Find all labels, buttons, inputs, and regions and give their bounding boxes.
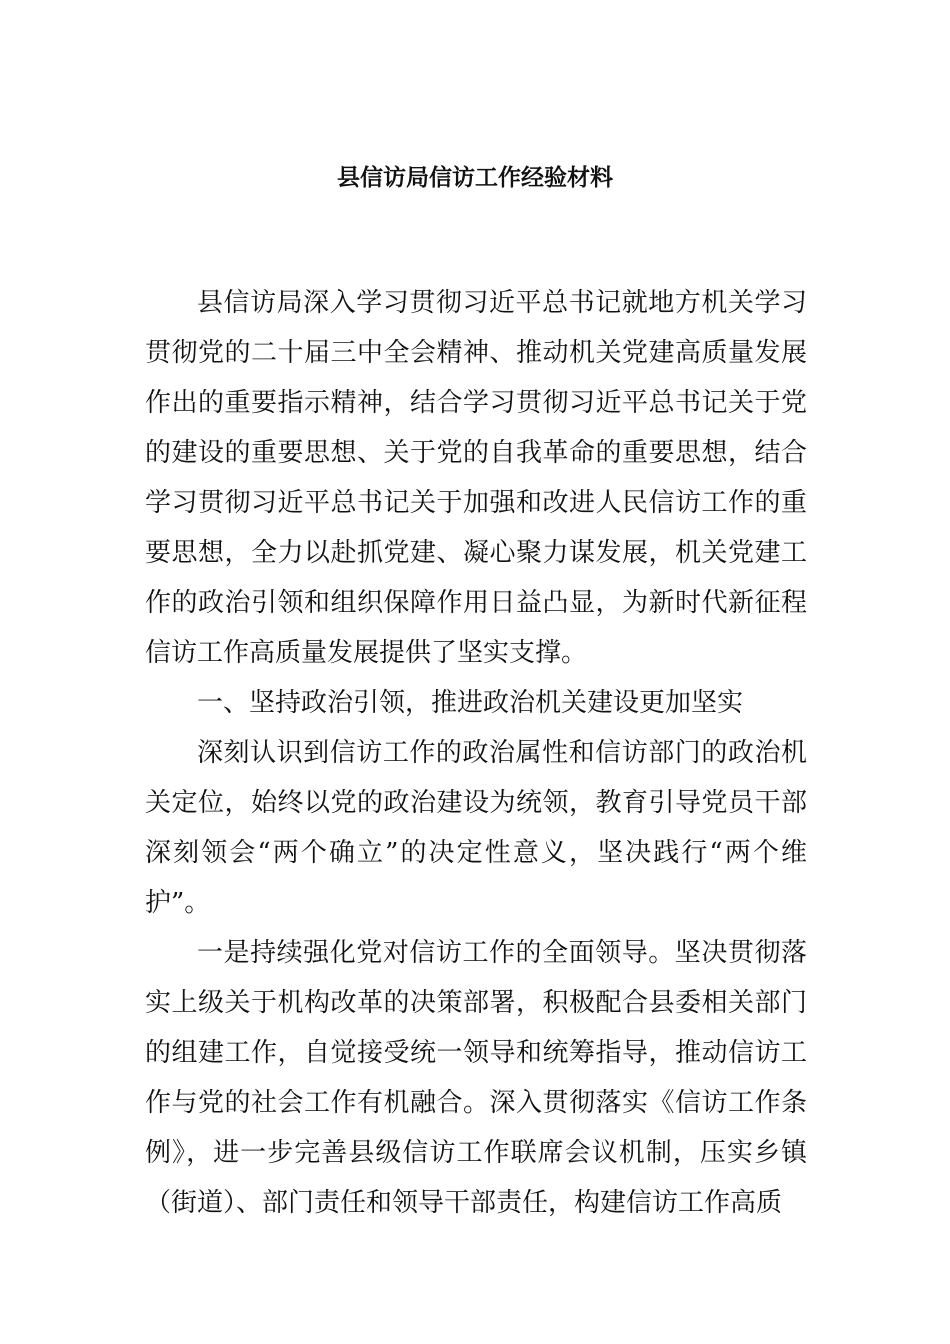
paragraph-point-1: 一是持续强化党对信访工作的全面领导。坚决贯彻落实上级关于机构改革的决策部署，积极配合县委相关部门的组建工作，自觉接受统一领导和统筹指导，推动信访工作与党的社会工作有机融合。深入贯彻落实《信访工作条例》，进一步完善县级信访工作联席会议机制，压实乡镇（街道）、部门责任和领导干部责任，构建信访工作高质 [145, 938, 807, 1218]
paragraph-intro: 县信访局深入学习贯彻习近平总书记就地方机关学习贯彻党的二十届三中全会精神、推动机关党建高质量发展作出的重要指示精神，结合学习贯彻习近平总书记关于党的建设的重要思想、关于党的自我革命的重要思想，结合学习贯彻习近平总书记关于加强和改进人民信访工作的重要思想，全力以赴抓党建、凝心聚力谋发展，机关党建工作的政治引领和组织保障作用日益凸显，为新时代新征程信访工作高质量发展提供了坚实支撑。 [145, 288, 807, 668]
document-body [145, 278, 807, 1228]
paragraph-section-1: 深刻认识到信访工作的政治属性和信访部门的政治机关定位，始终以党的政治建设为统领，教育引导党员干部深刻领会“两个确立”的决定性意义，坚决践行“两个维护”。 [145, 738, 807, 918]
document-title: 县信访局信访工作经验材料 [337, 165, 613, 191]
section-heading-1: 一、坚持政治引领，推进政治机关建设更加坚实 [197, 688, 744, 718]
